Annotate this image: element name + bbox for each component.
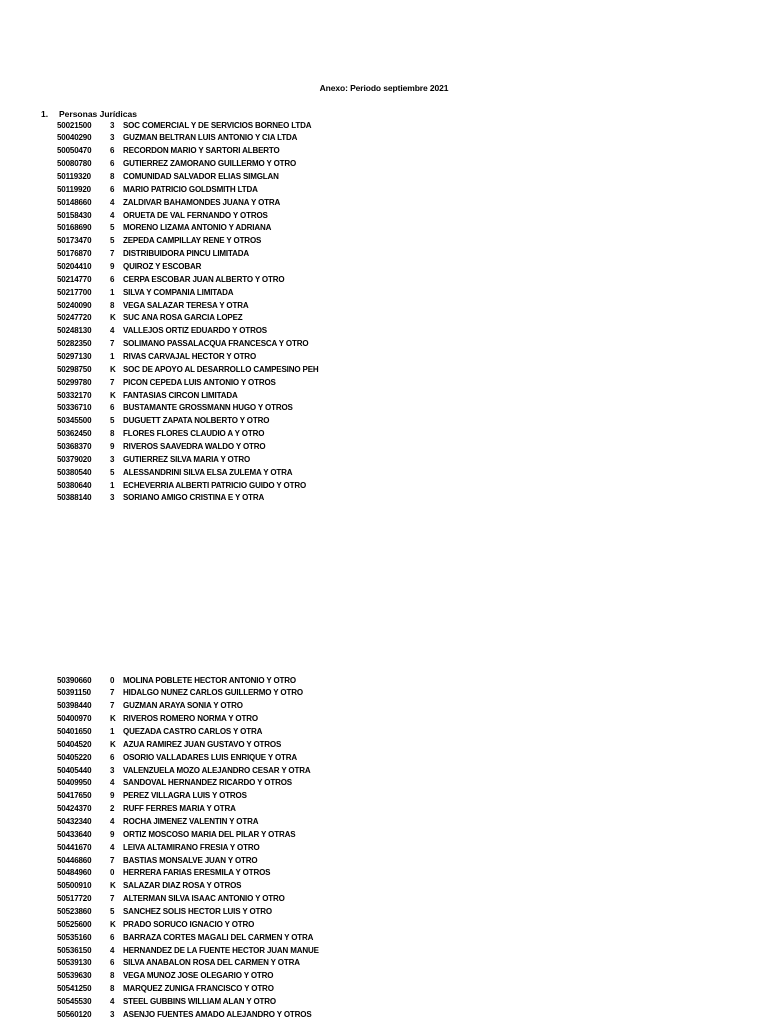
entity-name: FLORES FLORES CLAUDIO A Y OTRO: [123, 429, 265, 439]
rut-number: 50148660: [57, 197, 92, 207]
entity-name: BUSTAMANTE GROSSMANN HUGO Y OTROS: [123, 403, 293, 413]
entity-name: SOC COMERCIAL Y DE SERVICIOS BORNEO LTDA: [123, 120, 312, 130]
entity-name: SANDOVAL HERNANDEZ RICARDO Y OTROS: [123, 778, 292, 788]
check-digit: 3: [110, 765, 115, 775]
entity-name: COMUNIDAD SALVADOR ELIAS SIMGLAN: [123, 171, 279, 181]
rut-number: 50158430: [57, 210, 92, 220]
entity-name: VEGA SALAZAR TERESA Y OTRA: [123, 300, 249, 310]
entity-name: SANCHEZ SOLIS HECTOR LUIS Y OTRO: [123, 906, 272, 916]
rut-number: 50432340: [57, 816, 92, 826]
check-digit: 8: [110, 171, 115, 181]
entity-name: MORENO LIZAMA ANTONIO Y ADRIANA: [123, 223, 272, 233]
entity-name: ORTIZ MOSCOSO MARIA DEL PILAR Y OTRAS: [123, 829, 296, 839]
check-digit: K: [110, 714, 116, 724]
rut-number: 50417650: [57, 791, 92, 801]
rut-number: 50176870: [57, 249, 92, 259]
check-digit: 4: [110, 945, 115, 955]
entity-name: ZALDIVAR BAHAMONDES JUANA Y OTRA: [123, 197, 281, 207]
check-digit: 0: [110, 675, 115, 685]
check-digit: 4: [110, 842, 115, 852]
rut-number: 50380540: [57, 467, 92, 477]
entity-name: CERPA ESCOBAR JUAN ALBERTO Y OTRO: [123, 274, 285, 284]
rut-number: 50536150: [57, 945, 92, 955]
entity-name: GUTIERREZ SILVA MARIA Y OTRO: [123, 454, 251, 464]
entity-name: GUZMAN BELTRAN LUIS ANTONIO Y CIA LTDA: [123, 133, 298, 143]
check-digit: 6: [110, 159, 115, 169]
entity-name: PRADO SORUCO IGNACIO Y OTRO: [123, 919, 255, 929]
rut-number: 50484960: [57, 868, 92, 878]
entity-name: PICON CEPEDA LUIS ANTONIO Y OTROS: [123, 377, 276, 387]
rut-number: 50240090: [57, 300, 92, 310]
check-digit: 9: [110, 261, 115, 271]
check-digit: 1: [110, 480, 115, 490]
check-digit: 5: [110, 906, 115, 916]
check-digit: 4: [110, 197, 115, 207]
check-digit: 1: [110, 287, 115, 297]
rut-number: 50050470: [57, 146, 92, 156]
entity-name: STEEL GUBBINS WILLIAM ALAN Y OTRO: [123, 996, 276, 1006]
rut-number: 50424370: [57, 804, 92, 814]
check-digit: 7: [110, 701, 115, 711]
rut-number: 50539130: [57, 958, 92, 968]
entity-name: ECHEVERRIA ALBERTI PATRICIO GUIDO Y OTRO: [123, 480, 307, 490]
entity-name: VALLEJOS ORTIZ EDUARDO Y OTROS: [123, 326, 267, 336]
check-digit: 5: [110, 236, 115, 246]
check-digit: 2: [110, 804, 115, 814]
check-digit: 3: [110, 120, 115, 130]
rut-number: 50541250: [57, 984, 92, 994]
rut-number: 50391150: [57, 688, 91, 698]
rut-number: 50362450: [57, 429, 92, 439]
rut-number: 50297130: [57, 351, 92, 361]
check-digit: 7: [110, 339, 115, 349]
rut-number: 50298750: [57, 364, 92, 374]
entity-name: RECORDON MARIO Y SARTORI ALBERTO: [123, 146, 280, 156]
rut-number: 50336710: [57, 403, 92, 413]
rut-number: 50388140: [57, 493, 92, 503]
check-digit: 6: [110, 184, 115, 194]
check-digit: 0: [110, 868, 115, 878]
rut-number: 50517720: [57, 894, 92, 904]
entity-name: ASENJO FUENTES AMADO ALEJANDRO Y OTROS: [123, 1009, 312, 1019]
check-digit: 8: [110, 300, 115, 310]
check-digit: 9: [110, 829, 115, 839]
entity-name: RIVEROS SAAVEDRA WALDO Y OTRO: [123, 441, 266, 451]
check-digit: 6: [110, 403, 115, 413]
entity-name: SILVA Y COMPANIA LIMITADA: [123, 287, 234, 297]
check-digit: 5: [110, 467, 115, 477]
check-digit: 4: [110, 816, 115, 826]
entity-name: RIVAS CARVAJAL HECTOR Y OTRO: [123, 351, 257, 361]
check-digit: 9: [110, 441, 115, 451]
check-digit: K: [110, 739, 116, 749]
rut-number: 50080780: [57, 159, 92, 169]
rut-number: 50380640: [57, 480, 92, 490]
entity-name: MARIO PATRICIO GOLDSMITH LTDA: [123, 184, 258, 194]
check-digit: 7: [110, 377, 115, 387]
entity-name: GUTIERREZ ZAMORANO GUILLERMO Y OTRO: [123, 159, 297, 169]
entity-name: RUFF FERRES MARIA Y OTRA: [123, 804, 236, 814]
rut-number: 50400970: [57, 714, 92, 724]
entity-name: BARRAZA CORTES MAGALI DEL CARMEN Y OTRA: [123, 932, 314, 942]
rut-number: 50433640: [57, 829, 92, 839]
rut-number: 50204410: [57, 261, 92, 271]
entity-name: SOLIMANO PASSALACQUA FRANCESCA Y OTRO: [123, 339, 309, 349]
rut-number: 50500910: [57, 881, 92, 891]
rut-number: 50217700: [57, 287, 92, 297]
check-digit: 7: [110, 688, 115, 698]
entity-name: QUEZADA CASTRO CARLOS Y OTRA: [123, 726, 263, 736]
check-digit: 6: [110, 932, 115, 942]
entity-name: ROCHA JIMENEZ VALENTIN Y OTRA: [123, 816, 259, 826]
rut-number: 50248130: [57, 326, 92, 336]
rut-number: 50390660: [57, 675, 92, 685]
rut-number: 50535160: [57, 932, 92, 942]
check-digit: K: [110, 919, 116, 929]
check-digit: 4: [110, 996, 115, 1006]
entity-name: DISTRIBUIDORA PINCU LIMITADA: [123, 249, 250, 259]
check-digit: K: [110, 313, 116, 323]
rut-number: 50409950: [57, 778, 92, 788]
entity-name: ALESSANDRINI SILVA ELSA ZULEMA Y OTRA: [123, 467, 293, 477]
entity-name: LEIVA ALTAMIRANO FRESIA Y OTRO: [123, 842, 260, 852]
document-title: Anexo: Periodo septiembre 2021: [319, 83, 449, 93]
rut-number: 50441670: [57, 842, 92, 852]
entity-name: MARQUEZ ZUNIGA FRANCISCO Y OTRO: [123, 984, 274, 994]
rut-number: 50446860: [57, 855, 92, 865]
check-digit: 3: [110, 493, 115, 503]
entity-name: VALENZUELA MOZO ALEJANDRO CESAR Y OTRA: [123, 765, 311, 775]
entity-name: DUGUETT ZAPATA NOLBERTO Y OTRO: [123, 416, 270, 426]
rut-number: 50545530: [57, 996, 92, 1006]
check-digit: 6: [110, 146, 115, 156]
entity-name: GUZMAN ARAYA SONIA Y OTRO: [123, 701, 243, 711]
check-digit: 5: [110, 223, 115, 233]
rut-number: 50404520: [57, 739, 92, 749]
entity-name: QUIROZ Y ESCOBAR: [123, 261, 202, 271]
check-digit: 8: [110, 984, 115, 994]
check-digit: 8: [110, 429, 115, 439]
rut-number: 50021500: [57, 120, 92, 130]
rut-number: 50405220: [57, 752, 92, 762]
check-digit: 6: [110, 752, 115, 762]
rut-number: 50523860: [57, 906, 92, 916]
entity-name: SUC ANA ROSA GARCIA LOPEZ: [123, 313, 243, 323]
rut-number: 50119920: [57, 184, 91, 194]
entity-name: RIVEROS ROMERO NORMA Y OTRO: [123, 714, 258, 724]
check-digit: 4: [110, 778, 115, 788]
entity-name: SOC DE APOYO AL DESARROLLO CAMPESINO PEH: [123, 364, 319, 374]
entity-name: SILVA ANABALON ROSA DEL CARMEN Y OTRA: [123, 958, 300, 968]
entity-name: OSORIO VALLADARES LUIS ENRIQUE Y OTRA: [123, 752, 298, 762]
rut-number: 50368370: [57, 441, 92, 451]
check-digit: 3: [110, 1009, 115, 1019]
check-digit: 7: [110, 855, 115, 865]
check-digit: 3: [110, 133, 115, 143]
entity-name: PEREZ VILLAGRA LUIS Y OTROS: [123, 791, 247, 801]
check-digit: 4: [110, 210, 115, 220]
check-digit: K: [110, 390, 116, 400]
rut-number: 50299780: [57, 377, 92, 387]
entity-name: MOLINA POBLETE HECTOR ANTONIO Y OTRO: [123, 675, 296, 685]
check-digit: 6: [110, 958, 115, 968]
check-digit: 1: [110, 726, 115, 736]
entity-name: BASTIAS MONSALVE JUAN Y OTRO: [123, 855, 258, 865]
rut-number: 50119320: [57, 171, 91, 181]
check-digit: 7: [110, 894, 115, 904]
entity-name: HERNANDEZ DE LA FUENTE HECTOR JUAN MANUE: [123, 945, 319, 955]
entity-name: AZUA RAMIREZ JUAN GUSTAVO Y OTROS: [123, 739, 282, 749]
rut-number: 50345500: [57, 416, 92, 426]
rut-number: 50040290: [57, 133, 92, 143]
entity-name: HIDALGO NUNEZ CARLOS GUILLERMO Y OTRO: [123, 688, 303, 698]
rut-number: 50405440: [57, 765, 92, 775]
section-label: Personas Jurídicas: [59, 109, 137, 119]
check-digit: K: [110, 364, 116, 374]
check-digit: 9: [110, 791, 115, 801]
entity-name: ZEPEDA CAMPILLAY RENE Y OTROS: [123, 236, 262, 246]
check-digit: 8: [110, 971, 115, 981]
rut-number: 50539630: [57, 971, 92, 981]
section-number: 1.: [41, 109, 49, 119]
check-digit: K: [110, 881, 116, 891]
entity-name: FANTASIAS CIRCON LIMITADA: [123, 390, 238, 400]
rut-number: 50173470: [57, 236, 92, 246]
check-digit: 7: [110, 249, 115, 259]
rut-number: 50282350: [57, 339, 92, 349]
entity-name: SALAZAR DIAZ ROSA Y OTROS: [123, 881, 242, 891]
rut-number: 50379020: [57, 454, 92, 464]
check-digit: 6: [110, 274, 115, 284]
check-digit: 4: [110, 326, 115, 336]
entity-name: ORUETA DE VAL FERNANDO Y OTROS: [123, 210, 268, 220]
rut-number: 50247720: [57, 313, 92, 323]
entity-name: SORIANO AMIGO CRISTINA E Y OTRA: [123, 493, 265, 503]
rut-number: 50398440: [57, 701, 92, 711]
rut-number: 50332170: [57, 390, 92, 400]
check-digit: 3: [110, 454, 115, 464]
rut-number: 50168690: [57, 223, 92, 233]
entity-name: ALTERMAN SILVA ISAAC ANTONIO Y OTRO: [123, 894, 285, 904]
check-digit: 5: [110, 416, 115, 426]
rut-number: 50525600: [57, 919, 92, 929]
rut-number: 50401650: [57, 726, 92, 736]
rut-number: 50560120: [57, 1009, 92, 1019]
entity-name: VEGA MUNOZ JOSE OLEGARIO Y OTRO: [123, 971, 274, 981]
entity-name: HERRERA FARIAS ERESMILA Y OTROS: [123, 868, 271, 878]
rut-number: 50214770: [57, 274, 92, 284]
check-digit: 1: [110, 351, 115, 361]
